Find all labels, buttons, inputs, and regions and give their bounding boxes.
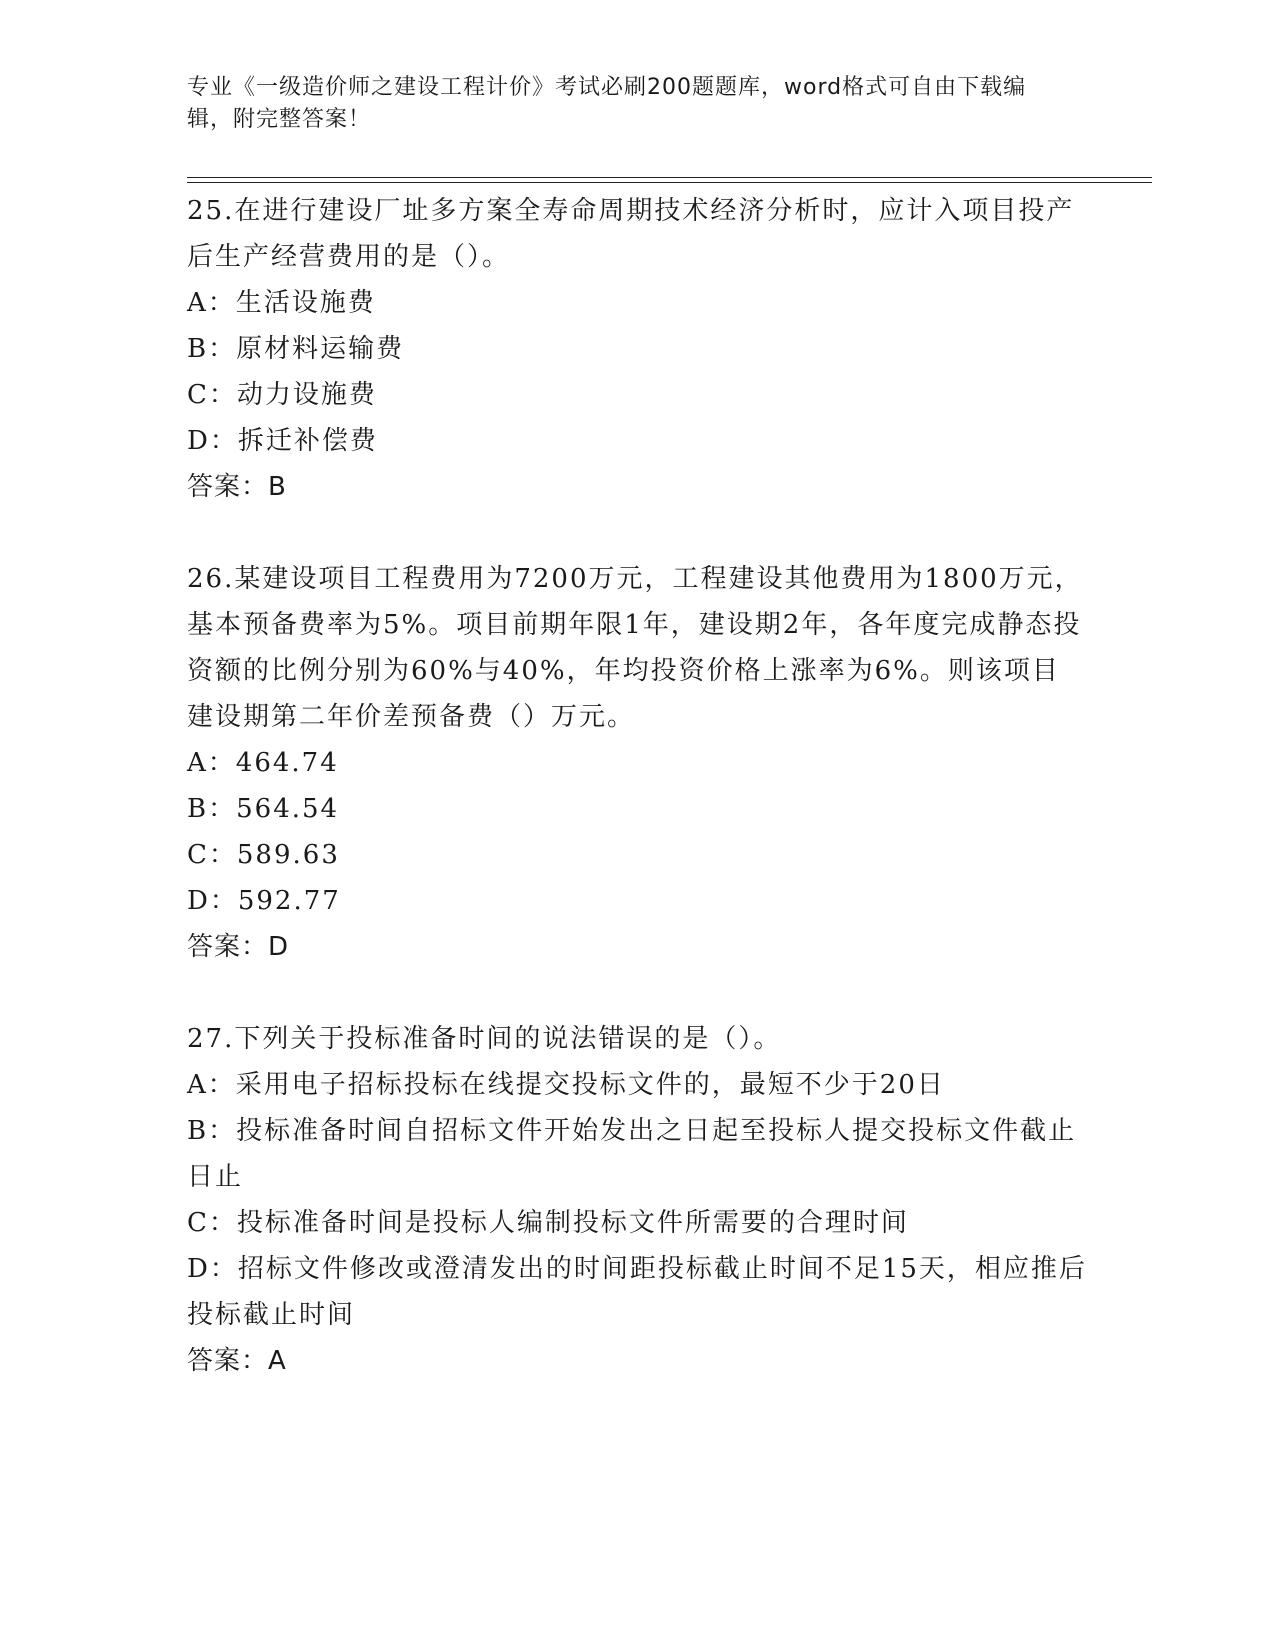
question-list bbox=[187, 188, 1087, 1384]
option-a: A：464.74 bbox=[187, 748, 339, 778]
spacer bbox=[187, 510, 1087, 556]
option-c: C：动力设施费 bbox=[187, 380, 377, 410]
answer: 答案：D bbox=[187, 932, 290, 962]
question-27 bbox=[187, 1016, 1087, 1384]
option-a: A：采用电子招标投标在线提交投标文件的，最短不少于20日 bbox=[187, 1070, 945, 1100]
option-c: C：投标准备时间是投标人编制投标文件所需要的合理时间 bbox=[187, 1208, 909, 1238]
option-a: A：生活设施费 bbox=[187, 288, 376, 318]
option-b: B：原材料运输费 bbox=[187, 334, 405, 364]
option-b: B：564.54 bbox=[187, 794, 340, 824]
document-header: 专业《一级造价师之建设工程计价》考试必刷200题题库，word格式可自由下载编辑，附完整答案！ bbox=[187, 75, 1027, 132]
option-d: D：拆迁补偿费 bbox=[187, 426, 378, 456]
question-25 bbox=[187, 188, 1087, 510]
question-text: 25.在进行建设厂址多方案全寿命周期技术经济分析时，应计入项目投产后生产经营费用的是（）。 bbox=[187, 196, 1075, 272]
answer: 答案：B bbox=[187, 472, 287, 502]
question-text: 26.某建设项目工程费用为7200万元，工程建设其他费用为1800万元，基本预备费率为5%。项目前期年限1年，建设期2年，各年度完成静态投资额的比例分别为60%与40%，年均投资价格上涨率为6%。则该项目建设期第二年价差预备费（）万元。 bbox=[187, 564, 1083, 732]
option-d: D：592.77 bbox=[187, 886, 341, 916]
header-divider-top bbox=[187, 177, 1152, 178]
question-26 bbox=[187, 556, 1087, 970]
question-text: 27.下列关于投标准备时间的说法错误的是（）。 bbox=[187, 1024, 782, 1054]
spacer bbox=[187, 970, 1087, 1016]
option-d: D：招标文件修改或澄清发出的时间距投标截止时间不足15天，相应推后投标截止时间 bbox=[187, 1254, 1087, 1330]
answer: 答案：A bbox=[187, 1346, 287, 1376]
header-divider-bottom bbox=[187, 182, 1152, 183]
option-b: B：投标准备时间自招标文件开始发出之日起至投标人提交投标文件截止日止 bbox=[187, 1116, 1077, 1192]
option-c: C：589.63 bbox=[187, 840, 340, 870]
